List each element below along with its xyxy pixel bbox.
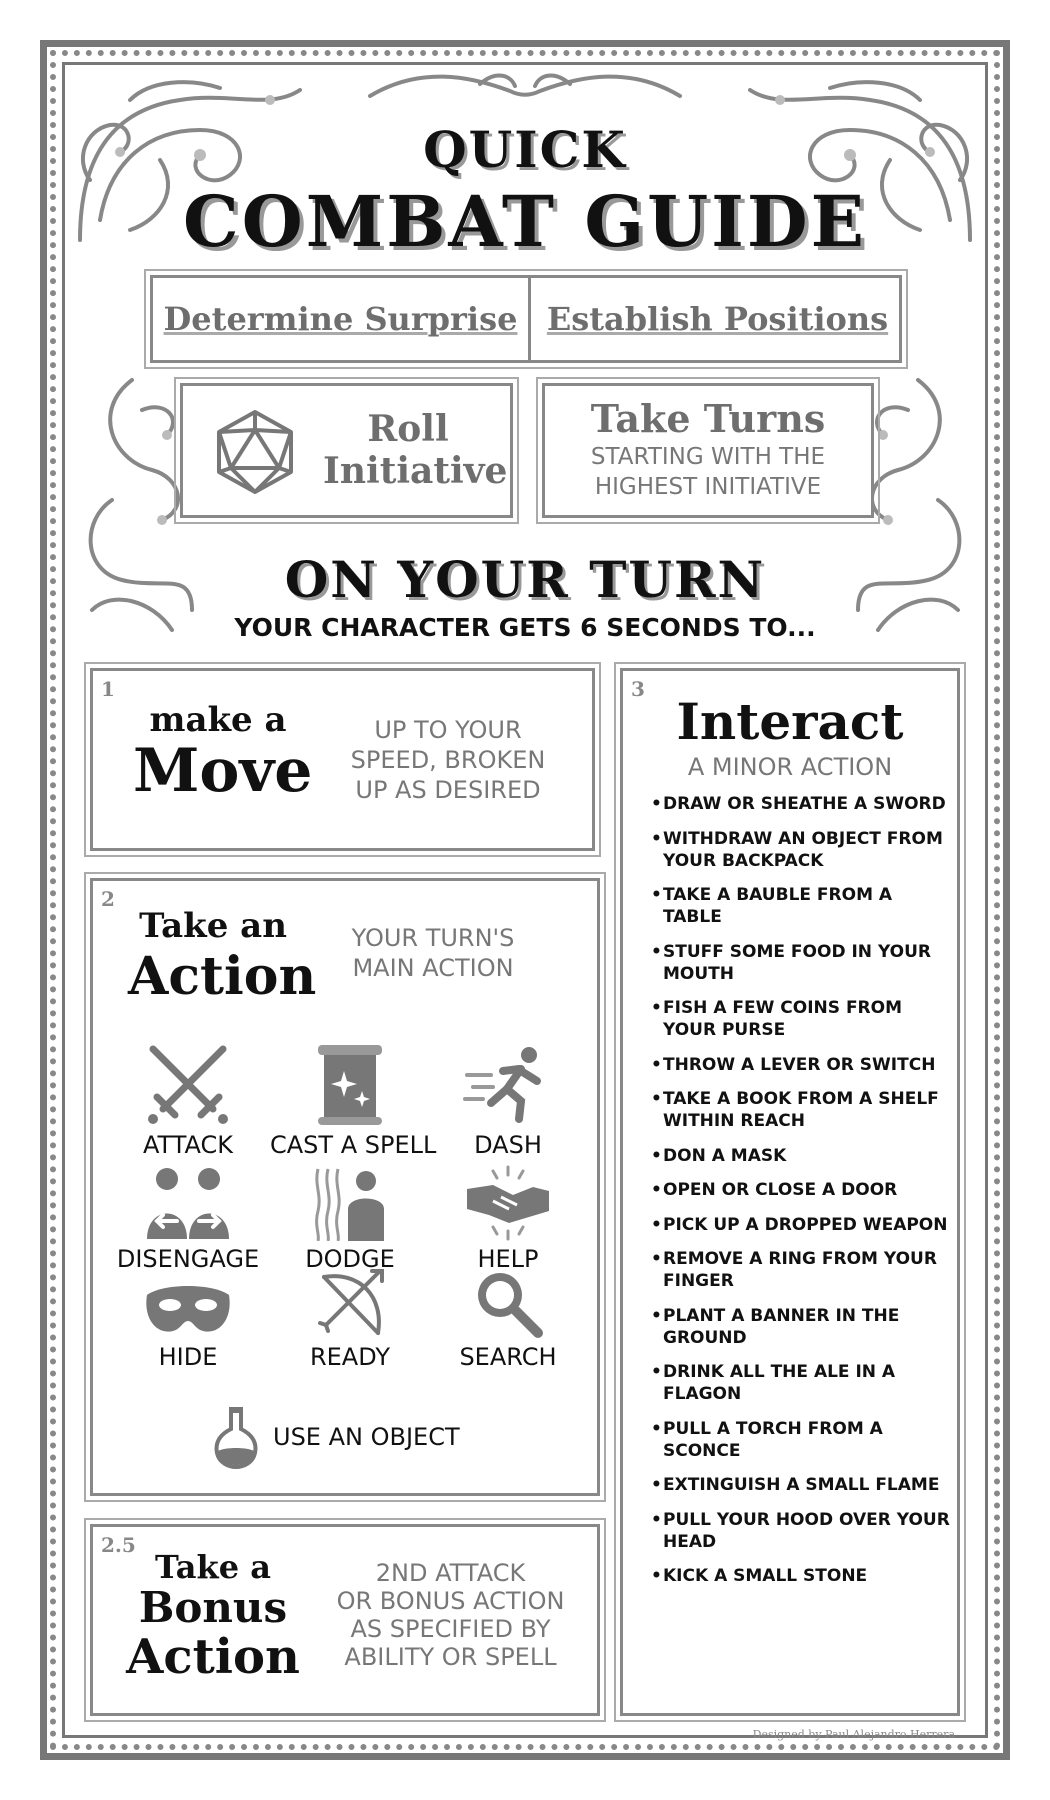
surprise-positions-box <box>150 275 902 363</box>
list-item: • EXTINGUISH A SMALL FLAME <box>651 1474 951 1496</box>
action-help <box>428 1165 588 1273</box>
list-item: • THROW A LEVER OR SWITCH <box>651 1054 951 1076</box>
action-dodge <box>270 1165 430 1273</box>
action-attack <box>108 1041 268 1159</box>
action-label: CAST A SPELL <box>270 1131 437 1159</box>
title-quick: QUICK <box>423 120 627 179</box>
title-combat-guide: COMBAT GUIDE <box>183 180 867 263</box>
action-label: READY <box>309 1343 391 1371</box>
action-line2: Action <box>128 946 317 1007</box>
list-item: • PULL YOUR HOOD OVER YOUR HEAD <box>651 1509 951 1553</box>
step-number: 3 <box>631 677 645 701</box>
list-item: • REMOVE A RING FROM YOUR FINGER <box>651 1248 951 1292</box>
list-item: • TAKE A BAUBLE FROM A TABLE <box>651 884 951 928</box>
action-hide <box>108 1279 268 1371</box>
bonus-desc-1: 2ND ATTACK <box>375 1559 526 1587</box>
take-turns-title: Take Turns <box>590 396 826 441</box>
step-number: 2 <box>101 887 115 911</box>
action-label: HELP <box>477 1245 539 1273</box>
step-number: 2.5 <box>101 1533 136 1557</box>
move-line2: Move <box>133 736 313 806</box>
roll-label: Roll <box>367 408 449 450</box>
list-item: • PLANT A BANNER IN THE GROUND <box>651 1305 951 1349</box>
action-ready <box>270 1267 430 1371</box>
magnifying-glass-icon <box>468 1267 548 1339</box>
take-turns-line1: STARTING WITH THE <box>590 444 826 470</box>
action-line1: Take an <box>139 906 287 946</box>
action-label: ATTACK <box>142 1131 234 1159</box>
interact-box <box>620 668 960 1716</box>
potion-flask-icon <box>213 1403 259 1469</box>
action-disengage <box>108 1165 268 1273</box>
list-item: • DRINK ALL THE ALE IN A FLAGON <box>651 1361 951 1405</box>
action-dash <box>428 1041 588 1159</box>
spell-scroll-icon <box>310 1041 390 1127</box>
disengage-figures-icon <box>143 1165 233 1241</box>
bonus-desc-3: AS SPECIFIED BY <box>350 1615 551 1643</box>
bonus-line2: Bonus <box>138 1583 288 1632</box>
list-item: • FISH A FEW COINS FROM YOUR PURSE <box>651 997 951 1041</box>
action-search <box>428 1267 588 1371</box>
bonus-desc-2: OR BONUS ACTION <box>336 1587 565 1615</box>
roll-initiative-box <box>180 383 513 518</box>
action-desc-2: MAIN ACTION <box>352 954 514 982</box>
action-label: SEARCH <box>459 1343 557 1371</box>
move-desc-2: SPEED, BROKEN <box>350 746 546 774</box>
designer-credit: Designed by Paul Alejandro Herrera <box>752 1728 955 1741</box>
action-label: DISENGAGE <box>116 1245 260 1273</box>
action-use-an-object <box>213 1403 513 1473</box>
crossed-swords-icon <box>143 1041 233 1127</box>
use-object-label: USE AN OBJECT <box>273 1423 460 1451</box>
move-box <box>90 668 595 851</box>
list-item: • OPEN OR CLOSE A DOOR <box>651 1179 951 1201</box>
list-item: • TAKE A BOOK FROM A SHELF WITHIN REACH <box>651 1088 951 1132</box>
initiative-label: Initiative <box>323 450 508 492</box>
list-item: • STUFF SOME FOOD IN YOUR MOUTH <box>651 941 951 985</box>
list-item: • DON A MASK <box>651 1145 951 1167</box>
bonus-line3: Action <box>126 1629 300 1685</box>
interact-list <box>651 793 951 1600</box>
mask-icon <box>143 1279 233 1339</box>
on-your-turn-heading: ON YOUR TURN <box>284 550 766 609</box>
top-center-flourish <box>360 66 690 106</box>
list-item: • PICK UP A DROPPED WEAPON <box>651 1214 951 1236</box>
take-turns-box <box>542 383 874 518</box>
dodge-figure-icon <box>310 1165 390 1241</box>
establish-positions: Establish Positions <box>546 300 889 338</box>
move-desc-1: UP TO YOUR <box>374 716 522 744</box>
action-desc-1: YOUR TURN'S <box>351 924 515 952</box>
bonus-action-box <box>90 1524 600 1716</box>
take-turns-line2: HIGHEST INITIATIVE <box>594 474 822 500</box>
bonus-desc-4: ABILITY OR SPELL <box>344 1643 557 1671</box>
list-item: • WITHDRAW AN OBJECT FROM YOUR BACKPACK <box>651 828 951 872</box>
action-label: DODGE <box>305 1245 395 1273</box>
bow-arrow-icon <box>310 1267 390 1339</box>
move-desc-3: UP AS DESIRED <box>355 776 541 804</box>
action-box <box>90 878 600 1496</box>
action-label: DASH <box>474 1131 542 1159</box>
move-line1: make a <box>149 700 287 740</box>
list-item: • DRAW OR SHEATHE A SWORD <box>651 793 951 815</box>
list-item: • PULL A TORCH FROM A SCONCE <box>651 1418 951 1462</box>
action-cast-a-spell <box>270 1041 437 1159</box>
interact-subtitle: A MINOR ACTION <box>687 753 893 781</box>
determine-surprise: Determine Surprise <box>163 300 518 338</box>
on-your-turn-subheading: YOUR CHARACTER GETS 6 SECONDS TO... <box>234 613 816 642</box>
step-number: 1 <box>101 677 115 701</box>
list-item: • KICK A SMALL STONE <box>651 1565 951 1587</box>
action-label: HIDE <box>158 1343 218 1371</box>
d20-icon <box>215 408 295 496</box>
running-figure-icon <box>463 1041 553 1127</box>
handshake-icon <box>463 1165 553 1241</box>
bonus-line1: Take a <box>155 1548 271 1586</box>
interact-title: Interact <box>676 692 904 751</box>
